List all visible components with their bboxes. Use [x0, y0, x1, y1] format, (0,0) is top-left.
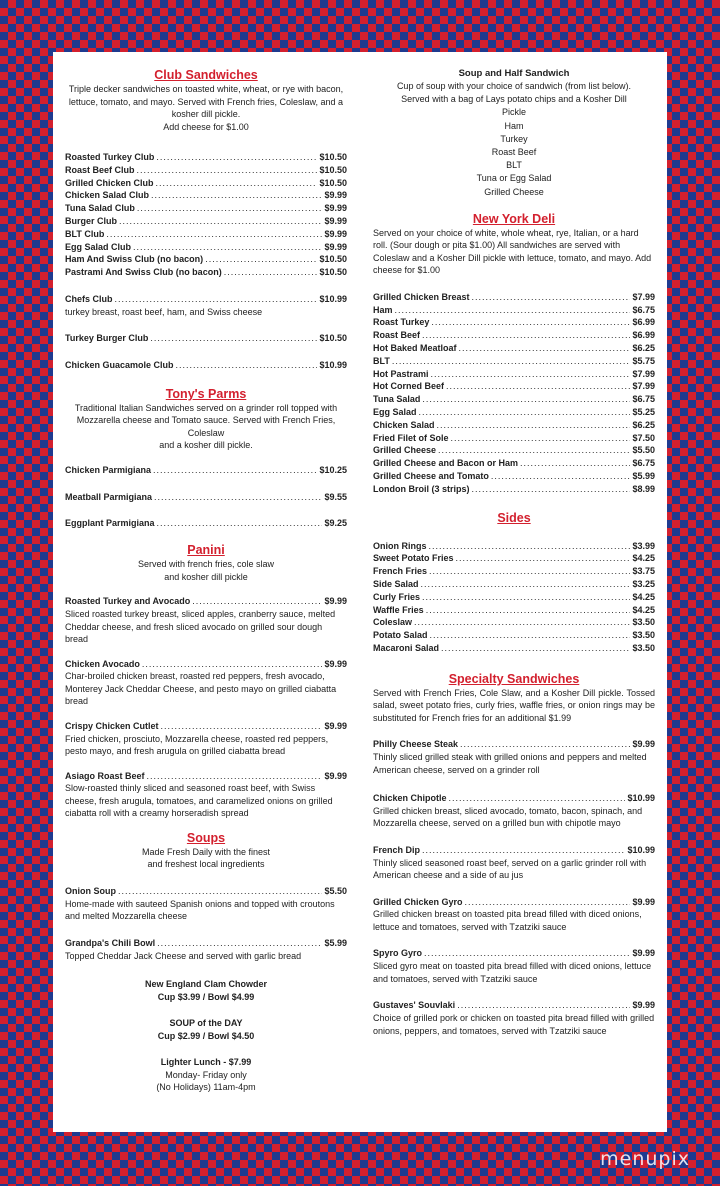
soups-desc-2: and freshest local ingredients [147, 859, 265, 870]
soup-half-option: BLT [506, 160, 522, 171]
item-desc: Fried chicken, prosciuto, Mozzarella cheese, roasted red peppers, pesto mayo, and fresh arugula on grilled ciabatta bread [65, 733, 329, 757]
deli-title: New York Deli [472, 211, 556, 226]
item-desc: Grilled chicken breast, sliced avocado, tomato, bacon, spinach, and Mozzarella cheese, served on a grilled bun with chipotle mayo [373, 805, 643, 829]
menu-item: Asiago Roast Beef ..... $9.99 [65, 770, 347, 783]
menu-item: Roasted Turkey Club ..... $10.50 [65, 151, 347, 164]
menu-item: Roast Turkey ..... $6.99 [373, 316, 655, 329]
item-desc: Sliced gyro meat on toasted pita bread filled with diced onions, lettuce and tomatoes, served with Tzatziki sauce [373, 961, 652, 984]
menu-item: Pastrami And Swiss Club (no bacon) ..... $10.50 [65, 266, 347, 279]
item-desc: Topped Cheddar Jack Cheese and served with garlic bread [65, 950, 302, 961]
menu-item: Roast Beef ..... $6.99 [373, 329, 655, 342]
menu-item: Grilled Chicken Gyro ..... $9.99 [373, 896, 655, 909]
menu-panel [53, 52, 667, 1132]
menu-item: Grilled Cheese and Bacon or Ham ..... $6.75 [373, 457, 655, 470]
soup-half-option: Grilled Cheese [484, 186, 544, 197]
menu-item: Burger Club ..... $9.99 [65, 215, 347, 228]
lighter-lunch-line-1: Monday- Friday only [165, 1069, 247, 1080]
menu-item: BLT Club ..... $9.99 [65, 228, 347, 241]
menu-item: Grandpa's Chili Bowl ..... $5.99 [65, 937, 347, 950]
panini-desc: Served with french fries, cole slaw [137, 559, 275, 570]
item-desc: Thinly sliced grilled steak with grilled onions and peppers and melted American cheese, served on a grinder roll [373, 752, 647, 775]
menu-item: Grilled Cheese ..... $5.50 [373, 444, 655, 457]
chowder-price: Cup $3.99 / Bowl $4.99 [157, 991, 255, 1002]
club-desc: Triple decker sandwiches on toasted white, wheat, or rye with bacon, lettuce, tomato, and mayo. Served with French fries, Coleslaw, and a kosher dill pickle. [68, 84, 344, 119]
menu-item: Chefs Club ..... $10.99 [65, 293, 347, 306]
menu-item: Roasted Turkey and Avocado ..... $9.99 [65, 595, 347, 608]
panini-desc-2: and kosher dill pickle [164, 571, 248, 582]
club-cheese: Add cheese for $1.00 [163, 121, 249, 132]
soup-half-option: Tuna or Egg Salad [476, 173, 552, 184]
menu-item: Potato Salad ..... $3.50 [373, 629, 655, 642]
menu-item: Hot Corned Beef ..... $7.99 [373, 380, 655, 393]
menu-item: Philly Cheese Steak ..... $9.99 [373, 738, 655, 751]
club-title: Club Sandwiches [154, 68, 258, 82]
item-desc: Thinly sliced seasoned roast beef, served on a garlic grinder roll with American cheese and a side of au jus [373, 857, 647, 881]
menu-item: Onion Rings ..... $3.99 [373, 540, 655, 553]
menu-item: Chicken Parmigiana ..... $10.25 [65, 464, 347, 477]
panini-title: Panini [187, 543, 225, 558]
soup-half-option: Roast Beef [491, 147, 537, 158]
soup-half-option: Turkey [500, 133, 528, 144]
soups-desc: Made Fresh Daily with the finest [141, 846, 271, 857]
specialty-desc: Served with French Fries, Cole Slaw, and a Kosher Dill pickle. Tossed salad, sweet potato fries, curly fries, waffle fries, or onion rings may be substituted for French fries for an additional $1.99 [373, 687, 655, 723]
menu-item: Curly Fries ..... $4.25 [373, 591, 655, 604]
soup-half-title: Soup and Half Sandwich [458, 68, 570, 79]
lighter-lunch-line-2: (No Holidays) 11am-4pm [156, 1082, 256, 1093]
item-desc: Slow-roasted thinly sliced and seasoned roast beef, with Swiss cheese, fresh arugula, tomatoes, and caramelized onions on grilled ciabatta roll with a creamy horseradish spread [65, 783, 333, 819]
soups-title: Soups [186, 830, 226, 845]
deli-desc: Served on your choice of white, whole wheat, rye, Italian, or a hard roll. (Sour dough or pita $1.00) All sandwiches are served with Coleslaw and a Kosher Dill pickle with lettuce, tomato, and mayo. Add cheese for $1.00 [373, 227, 652, 276]
item-desc: Home-made with sauteed Spanish onions and topped with croutons and melted Mozzarella cheese [65, 898, 335, 922]
menu-item: French Fries ..... $3.75 [373, 565, 655, 578]
soup-half-desc-2: Served with a bag of Lays potato chips and a Kosher Dill [401, 94, 627, 105]
menu-item: London Broil (3 strips) ..... $8.99 [373, 483, 655, 496]
deli-list [373, 291, 655, 496]
menu-item: Fried Filet of Sole ..... $7.50 [373, 432, 655, 445]
menu-item: Egg Salad Club ..... $9.99 [65, 241, 347, 254]
soup-half-option: Ham [504, 120, 524, 131]
menu-item: Roast Beef Club ..... $10.50 [65, 164, 347, 177]
menu-item: Grilled Chicken Breast ..... $7.99 [373, 291, 655, 304]
club-list [65, 151, 347, 279]
menu-item: Macaroni Salad ..... $3.50 [373, 642, 655, 655]
soup-half-option: Pickle [501, 107, 526, 118]
specialty-title: Specialty Sandwiches [448, 671, 580, 686]
menu-item: French Dip ..... $10.99 [373, 844, 655, 857]
menu-item: Crispy Chicken Cutlet ..... $9.99 [65, 720, 347, 733]
menu-item: BLT ..... $5.75 [373, 355, 655, 368]
menu-item: Chicken Guacamole Club ..... $10.99 [65, 359, 347, 372]
menu-item: Eggplant Parmigiana ..... $9.25 [65, 517, 347, 530]
menu-item: Hot Pastrami ..... $7.99 [373, 368, 655, 381]
soup-of-day-title: SOUP of the DAY [169, 1018, 243, 1029]
menu-item: Coleslaw ..... $3.50 [373, 616, 655, 629]
soup-half-desc: Cup of soup with your choice of sandwich (from list below). [396, 81, 632, 91]
parms-desc: Traditional Italian Sandwiches served on a grinder roll topped with Mozzarella cheese and Tomato sauce. Served with French Fries, Coleslaw [74, 402, 338, 438]
sides-list [373, 540, 655, 655]
item-desc: Char-broiled chicken breast, roasted red peppers, fresh avocado, Monterey Jack Cheddar Cheese, and pesto mayo on grilled ciabatta bread [65, 671, 337, 707]
menu-item: Waffle Fries ..... $4.25 [373, 604, 655, 617]
item-desc: Sliced roasted turkey breast, sliced apples, cranberry sauce, melted Cheddar cheese, and fresh sliced avocado on grilled sour dough bread [65, 609, 336, 645]
item-desc: turkey breast, roast beef, ham, and Swiss cheese [65, 306, 263, 317]
menu-item: Gustaves' Souvlaki ..... $9.99 [373, 999, 655, 1012]
menu-item: Turkey Burger Club ..... $10.50 [65, 332, 347, 345]
sides-title: Sides [497, 510, 531, 525]
menu-item: Tuna Salad ..... $6.75 [373, 393, 655, 406]
menupix-watermark: menupix [600, 1148, 690, 1170]
menu-item: Sweet Potato Fries ..... $4.25 [373, 552, 655, 565]
menu-item: Onion Soup ..... $5.50 [65, 885, 347, 898]
menu-item: Meatball Parmigiana ..... $9.55 [65, 491, 347, 504]
menu-item: Ham ..... $6.75 [373, 304, 655, 317]
parms-title: Tony's Parms [165, 386, 247, 401]
menu-item: Chicken Salad Club ..... $9.99 [65, 189, 347, 202]
menu-item: Ham And Swiss Club (no bacon) ..... $10.50 [65, 253, 347, 266]
menu-item: Chicken Avocado ..... $9.99 [65, 658, 347, 671]
menu-item: Egg Salad ..... $5.25 [373, 406, 655, 419]
menu-item: Chicken Salad ..... $6.25 [373, 419, 655, 432]
lighter-lunch-title: Lighter Lunch - $7.99 [160, 1057, 252, 1068]
menu-item: Grilled Chicken Club ..... $10.50 [65, 177, 347, 190]
menu-item: Tuna Salad Club ..... $9.99 [65, 202, 347, 215]
chowder-title: New England Clam Chowder [144, 979, 267, 990]
parms-desc-2: and a kosher dill pickle. [159, 440, 253, 451]
menu-item: Hot Baked Meatloaf ..... $6.25 [373, 342, 655, 355]
item-desc: Grilled chicken breast on toasted pita bread filled with diced onions, lettuce and tomatoes, served with Tzatziki sauce [373, 909, 642, 932]
soup-of-day-price: Cup $2.99 / Bowl $4.50 [157, 1030, 255, 1041]
menu-item: Side Salad ..... $3.25 [373, 578, 655, 591]
item-desc: Choice of grilled pork or chicken on toasted pita bread filled with grilled onions, peppers, and tomatoes, served with Tzatziki sauce [373, 1013, 655, 1036]
menu-item: Grilled Cheese and Tomato ..... $5.99 [373, 470, 655, 483]
right-column [373, 67, 655, 1037]
menu-item: Chicken Chipotle ..... $10.99 [373, 792, 655, 805]
left-column [65, 67, 347, 1094]
menu-item: Spyro Gyro ..... $9.99 [373, 947, 655, 960]
